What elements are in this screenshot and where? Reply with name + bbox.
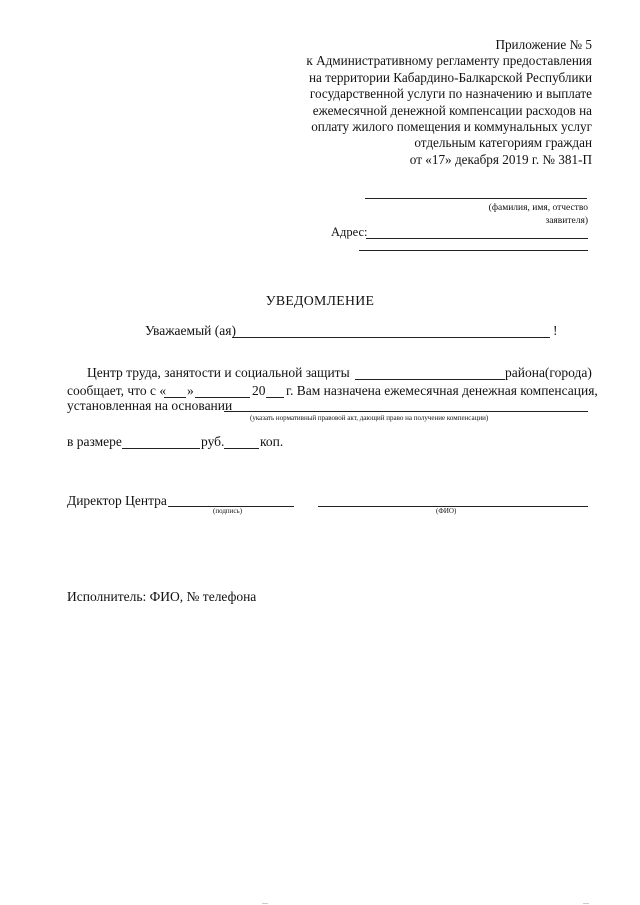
appendix-line: к Административному регламенту предоставления [306,53,592,69]
appendix-number: Приложение № 5 [495,37,592,52]
basis-line[interactable] [224,411,588,412]
appendix-date: от «17» декабря 2019 г. № 381-П [409,151,592,167]
appendix-line: оплату жилого помещения и коммунальных услуг [311,119,592,135]
year-prefix: 20 [252,383,266,398]
applicant-name-line[interactable] [365,198,587,199]
rubles-label: руб. [201,434,225,449]
center-label: Центр труда, занятости и социальной защиты [87,365,350,380]
greeting-end-mark: ! [553,323,558,338]
amount-label: в размере [67,434,122,449]
signature-hint: (подпись) [213,507,243,515]
appendix-header [306,37,592,168]
greeting-label: Уважаемый (ая) [145,323,236,338]
scan-artifact [583,903,589,904]
date-quote-close: » [187,383,194,398]
director-fio-hint: (ФИО) [436,507,457,515]
appendix-line: государственной услуги по назначению и выплате [309,86,592,102]
district-line[interactable] [355,379,505,380]
applicant-name-hint-2: заявителя) [545,216,588,226]
applicant-name-hint-1: (фамилия, имя, отчество [488,203,588,213]
kopecks-label: коп. [260,434,284,449]
date-prefix: сообщает, что с « [67,383,167,398]
executor-info: Исполнитель: ФИО, № телефона [67,589,257,604]
scan-artifact [262,903,268,904]
appendix-line: отдельным категориям граждан [414,135,592,151]
address-label: Адрес: [331,225,368,239]
appendix-line: ежемесячной денежной компенсации расходов на [312,102,592,118]
district-suffix: района(города) [505,365,592,380]
greeting-name-line[interactable] [232,337,550,338]
director-label: Директор Центра [67,493,167,508]
address-line-1[interactable] [366,238,588,239]
appendix-line: на территории Кабардино-Балкарской Республики [309,69,592,85]
document-title: УВЕДОМЛЕНИЕ [265,293,375,308]
compensation-text: г. Вам назначена ежемесячная денежная компенсация, [286,383,598,398]
basis-label: установленная на основании [67,398,233,413]
basis-hint: (указать нормативный правовой акт, дающий право на получение компенсации) [250,414,489,422]
rubles-line[interactable] [122,448,200,449]
address-line-2[interactable] [359,250,588,251]
kopecks-line[interactable] [224,448,259,449]
year-line[interactable] [266,397,284,398]
